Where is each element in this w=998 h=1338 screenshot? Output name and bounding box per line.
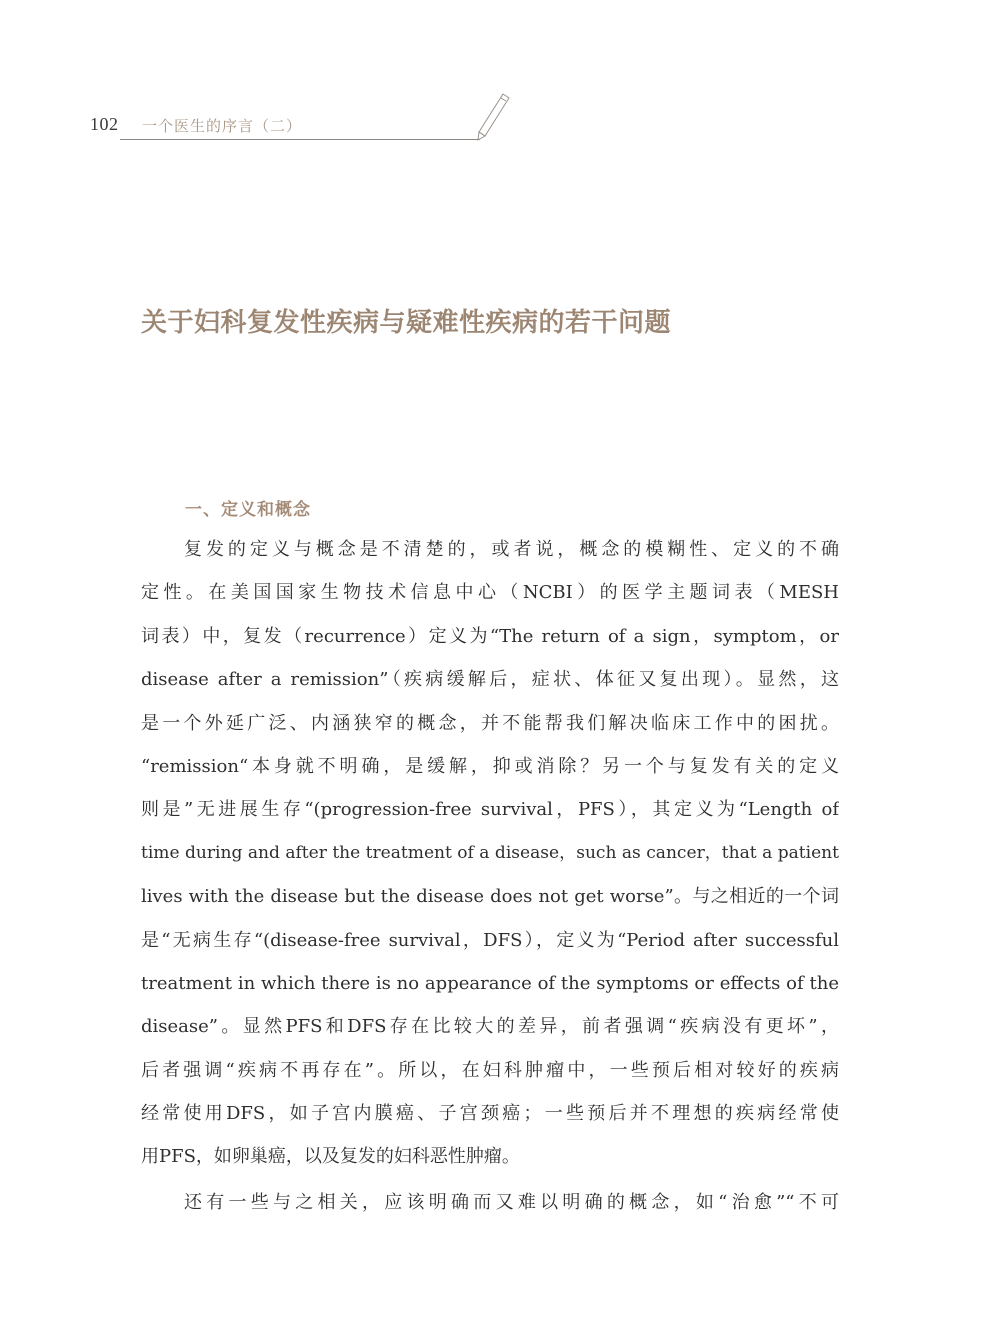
text-line: 用PFS，如卵巢癌，以及复发的妇科恶性肿瘤。 [141,1146,520,1168]
text-line: time during and after the treatment of a disease，such as cancer，that a patient [141,842,839,863]
text-line: 词表）中，复发（recurrence）定义为“The return of a sign，symptom，or [141,625,839,647]
header-rule [120,139,480,140]
text-line: “remission“本身就不明确，是缓解，抑或消除？另一个与复发有关的定义 [141,755,839,777]
paragraph-1 [141,528,839,1179]
text-line: 复发的定义与概念是不清楚的，或者说，概念的模糊性、定义的不确 [184,539,839,560]
page-header [90,108,530,156]
text-line: 则是”无进展生存“(progression-free survival，PFS），其定义为“Length of [141,799,839,821]
text-line: 定性。在美国国家生物技术信息中心（NCBI）的医学主题词表（MESH [141,582,839,604]
page-number: 102 [90,114,119,134]
section-heading: 一、定义和概念 [185,500,311,520]
text-line: disease”。显然PFS和DFS存在比较大的差异，前者强调“疾病没有更坏”， [141,1016,839,1038]
text-line: 是“无病生存“(disease-free survival，DFS），定义为“Period after successful [141,929,839,951]
text-line: 后者强调“疾病不再存在”。所以，在妇科肿瘤中，一些预后相对较好的疾病 [141,1059,839,1081]
running-title: 一个医生的序言（二） [142,117,303,135]
chapter-title: 关于妇科复发性疾病与疑难性疾病的若干问题 [141,308,672,338]
text-line: 还有一些与之相关，应该明确而又难以明确的概念，如“治愈”“不可 [184,1192,839,1213]
text-line: treatment in which there is no appearance of the symptoms or effects of the [141,972,839,994]
text-line: 是一个外延广泛、内涵狭窄的概念，并不能帮我们解决临床工作中的困扰。 [141,712,839,734]
text-line: 经常使用DFS，如子宫内膜癌、子宫颈癌；一些预后并不理想的疾病经常使 [141,1103,839,1125]
pen-icon [473,92,513,142]
text-line: disease after a remission”（疾病缓解后，症状、体征又复出现）。显然，这 [141,669,839,691]
text-line: lives with the disease but the disease does not get worse”。与之相近的一个词 [141,886,839,908]
paragraph-2 [141,1181,839,1224]
